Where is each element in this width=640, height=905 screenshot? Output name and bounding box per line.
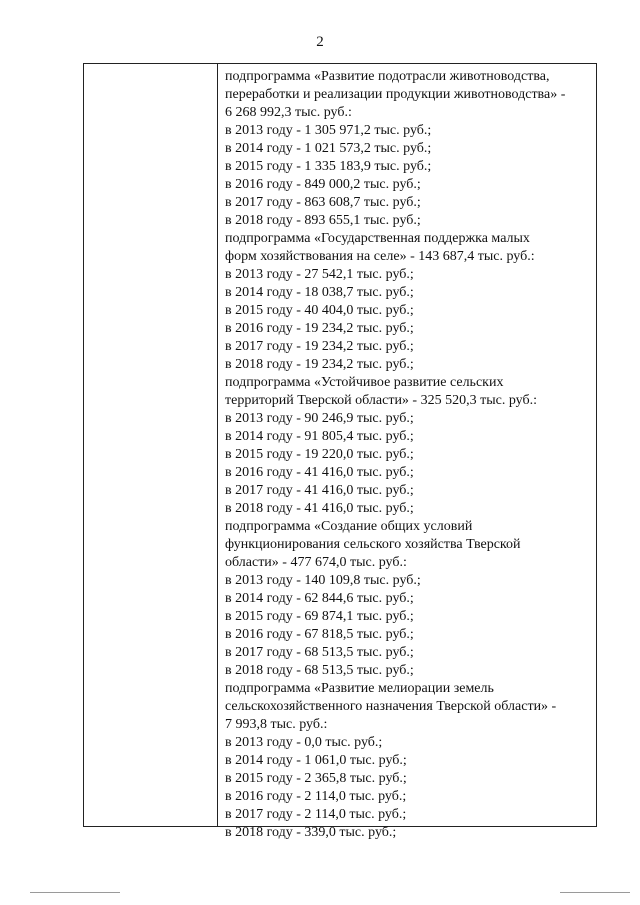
text-line: 6 268 992,3 тыс. руб.:: [225, 105, 352, 120]
text-line: подпрограмма «Развитие подотрасли животноводства,: [225, 69, 550, 84]
text-line: в 2014 году - 62 844,6 тыс. руб.;: [225, 591, 414, 606]
text-line: в 2017 году - 41 416,0 тыс. руб.;: [225, 483, 414, 498]
text-line: сельскохозяйственного назначения Тверской области» -: [225, 699, 557, 714]
text-line: области» - 477 674,0 тыс. руб.:: [225, 555, 407, 570]
text-line: в 2013 году - 27 542,1 тыс. руб.;: [225, 267, 414, 282]
table-right-cell: [219, 64, 596, 840]
text-line: в 2017 году - 19 234,2 тыс. руб.;: [225, 339, 414, 354]
funding-table: [83, 63, 597, 840]
text-line: в 2018 году - 41 416,0 тыс. руб.;: [225, 501, 414, 516]
text-line: в 2016 году - 2 114,0 тыс. руб.;: [225, 789, 407, 804]
text-line: подпрограмма «Развитие мелиорации земель: [225, 681, 494, 696]
text-line: в 2014 году - 91 805,4 тыс. руб.;: [225, 429, 414, 444]
scan-edge-mark: [560, 892, 630, 893]
text-line: форм хозяйствования на селе» - 143 687,4 тыс. руб.:: [225, 249, 535, 264]
text-line: в 2015 году - 1 335 183,9 тыс. руб.;: [225, 159, 432, 174]
text-line: в 2014 году - 1 021 573,2 тыс. руб.;: [225, 141, 432, 156]
text-line: в 2016 году - 67 818,5 тыс. руб.;: [225, 627, 414, 642]
text-line: в 2013 году - 140 109,8 тыс. руб.;: [225, 573, 421, 588]
text-line: в 2016 году - 41 416,0 тыс. руб.;: [225, 465, 414, 480]
text-line: функционирования сельского хозяйства Тверской: [225, 537, 521, 552]
text-line: территорий Тверской области» - 325 520,3 тыс. руб.:: [225, 393, 537, 408]
text-line: в 2015 году - 19 220,0 тыс. руб.;: [225, 447, 414, 462]
text-line: подпрограмма «Создание общих условий: [225, 519, 473, 534]
scan-edge-mark: [30, 892, 120, 893]
table-left-cell: [84, 64, 218, 826]
page-number: 2: [316, 34, 324, 50]
text-line: в 2013 году - 90 246,9 тыс. руб.;: [225, 411, 414, 426]
text-line: в 2017 году - 68 513,5 тыс. руб.;: [225, 645, 414, 660]
text-line: в 2014 году - 1 061,0 тыс. руб.;: [225, 753, 407, 768]
text-line: в 2014 году - 18 038,7 тыс. руб.;: [225, 285, 414, 300]
text-line: подпрограмма «Устойчивое развитие сельских: [225, 375, 504, 390]
text-line: в 2018 году - 19 234,2 тыс. руб.;: [225, 357, 414, 372]
text-line: в 2018 году - 339,0 тыс. руб.;: [225, 825, 397, 840]
text-line: подпрограмма «Государственная поддержка малых: [225, 231, 530, 246]
text-line: в 2018 году - 893 655,1 тыс. руб.;: [225, 213, 421, 228]
text-line: в 2018 году - 68 513,5 тыс. руб.;: [225, 663, 414, 678]
text-line: в 2017 году - 863 608,7 тыс. руб.;: [225, 195, 421, 210]
text-line: в 2016 году - 849 000,2 тыс. руб.;: [225, 177, 421, 192]
text-line: в 2013 году - 1 305 971,2 тыс. руб.;: [225, 123, 432, 138]
text-line: 7 993,8 тыс. руб.:: [225, 717, 328, 732]
text-line: в 2015 году - 69 874,1 тыс. руб.;: [225, 609, 414, 624]
text-line: в 2016 году - 19 234,2 тыс. руб.;: [225, 321, 414, 336]
text-line: в 2013 году - 0,0 тыс. руб.;: [225, 735, 383, 750]
text-line: переработки и реализации продукции животноводства» -: [225, 87, 566, 102]
text-line: в 2015 году - 2 365,8 тыс. руб.;: [225, 771, 407, 786]
text-line: в 2017 году - 2 114,0 тыс. руб.;: [225, 807, 407, 822]
text-line: в 2015 году - 40 404,0 тыс. руб.;: [225, 303, 414, 318]
